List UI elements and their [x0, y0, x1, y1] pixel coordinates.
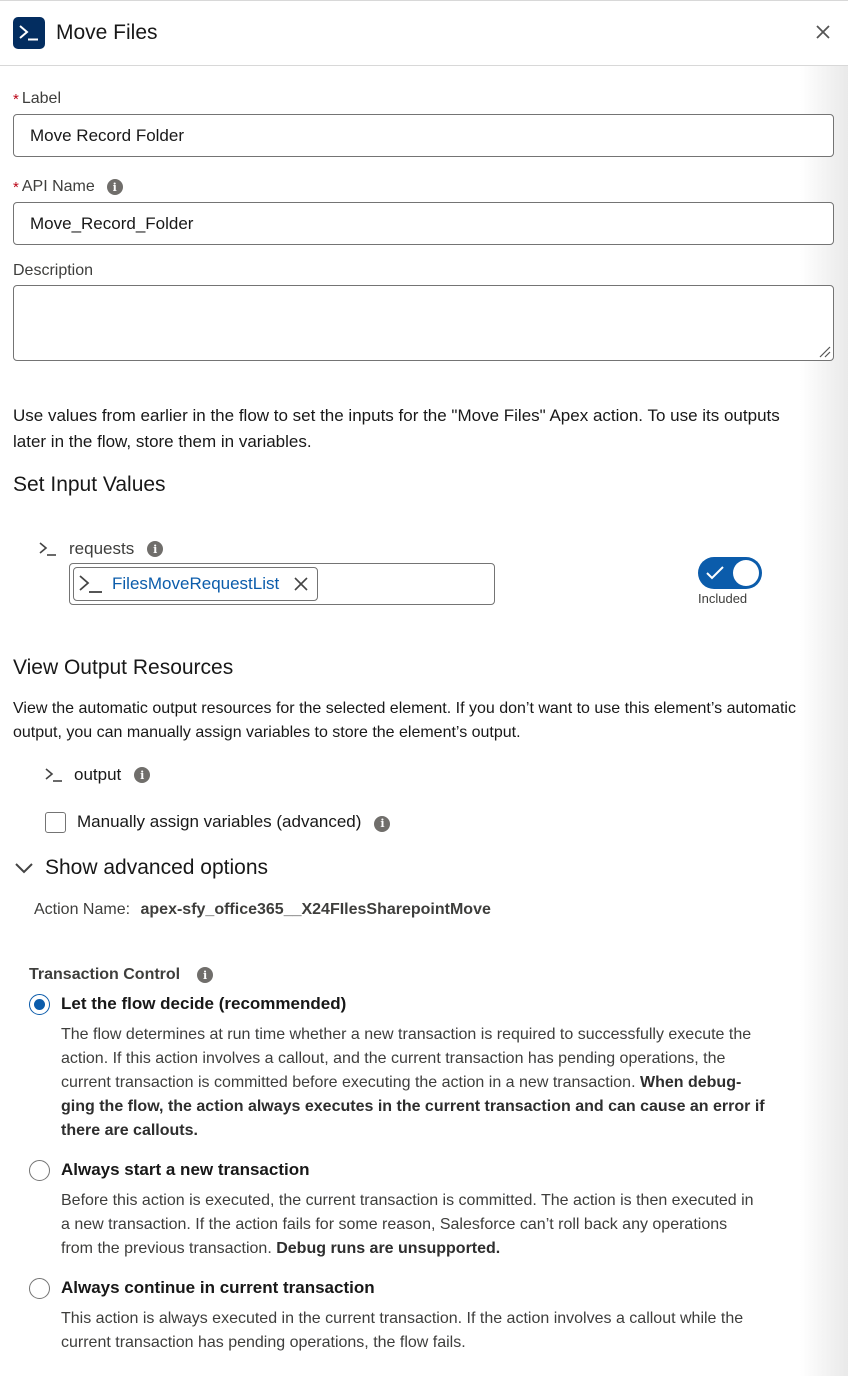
panel-header [0, 1, 848, 66]
requests-label-row: requests i [38, 539, 163, 559]
api-name-input[interactable]: Move_Record_Folder [13, 202, 834, 245]
toggle-label: Included [698, 591, 748, 606]
info-icon[interactable]: i [374, 816, 390, 832]
close-button[interactable] [814, 23, 832, 41]
page-title: Move Files [56, 21, 158, 44]
description-field-label: Description [13, 262, 94, 279]
requests-input[interactable] [69, 563, 495, 605]
close-icon [816, 25, 830, 39]
included-toggle[interactable] [698, 557, 762, 589]
radio-description: This action is always executed in the current transaction. If the action involves a callout while the current transaction has pending operations, the flow fails. [61, 1310, 744, 1351]
resource-pill[interactable]: FilesMoveRequestList [73, 567, 318, 601]
output-resources-description: View the automatic output resources for the selected element. If you don’t want to use this element’s automatic output, you can manually assign variables to store the element’s output. [13, 700, 796, 741]
transaction-control-label-row: Transaction Control i [29, 966, 213, 984]
radio-label: Always continue in current transaction [61, 1278, 375, 1297]
remove-pill-icon[interactable] [293, 576, 309, 592]
view-output-resources-title: View Output Resources [13, 656, 234, 679]
resize-grip-icon[interactable] [817, 344, 831, 358]
api-name-field-label: * API Name i [13, 178, 123, 196]
manual-assign-checkbox[interactable] [45, 812, 66, 833]
radio-label: Let the flow decide (recommended) [61, 994, 347, 1013]
label-field-label: * Label [13, 90, 61, 108]
action-name-row: Action Name: apex-sfy_office365__X24FIlesSharepointMove [34, 901, 491, 918]
info-icon[interactable]: i [107, 179, 123, 195]
info-icon[interactable]: i [197, 967, 213, 983]
chevron-down-icon [14, 861, 34, 875]
apex-variable-icon [38, 541, 58, 557]
radio-always-continue[interactable] [29, 1278, 50, 1299]
required-marker: * [13, 178, 19, 196]
radio-let-flow-decide[interactable] [29, 994, 50, 1015]
toggle-knob [733, 560, 759, 586]
apex-variable-icon [44, 767, 64, 783]
required-marker: * [13, 90, 19, 108]
check-icon [706, 566, 724, 580]
intro-text: Use values from earlier in the flow to set the inputs for the "Move Files" Apex action. To use its outputs later in the flow, store them in variables. [13, 406, 780, 451]
info-icon[interactable]: i [147, 541, 163, 557]
radio-label: Always start a new transaction [61, 1160, 310, 1179]
radio-always-start-new[interactable] [29, 1160, 50, 1181]
radio-description: Before this action is executed, the current transaction is committed. The action is then executed in a new transaction. If the action fails for some reason, Salesforce can’t roll back any operations from the previous transaction. Debug runs are unsupported. [61, 1192, 754, 1257]
manual-assign-label-row: Manually assign variables (advanced) i [77, 812, 390, 832]
apex-variable-icon [78, 573, 104, 595]
set-input-values-title: Set Input Values [13, 473, 166, 496]
info-icon[interactable]: i [134, 767, 150, 783]
apex-terminal-icon [13, 17, 45, 49]
description-textarea[interactable] [13, 285, 834, 361]
show-advanced-options-toggle[interactable]: Show advanced options [14, 856, 268, 880]
output-label-row: output i [44, 765, 150, 785]
radio-description: The flow determines at run time whether a new transaction is required to successfully execute the action. If this action involves a callout, and the current transaction has pending operations, the current transaction is committed before executing the action in a new transaction. When debug- ging the flow, the action always executes in the current transaction and can cause an error if there are callouts. [61, 1026, 765, 1139]
label-input[interactable]: Move Record Folder [13, 114, 834, 157]
